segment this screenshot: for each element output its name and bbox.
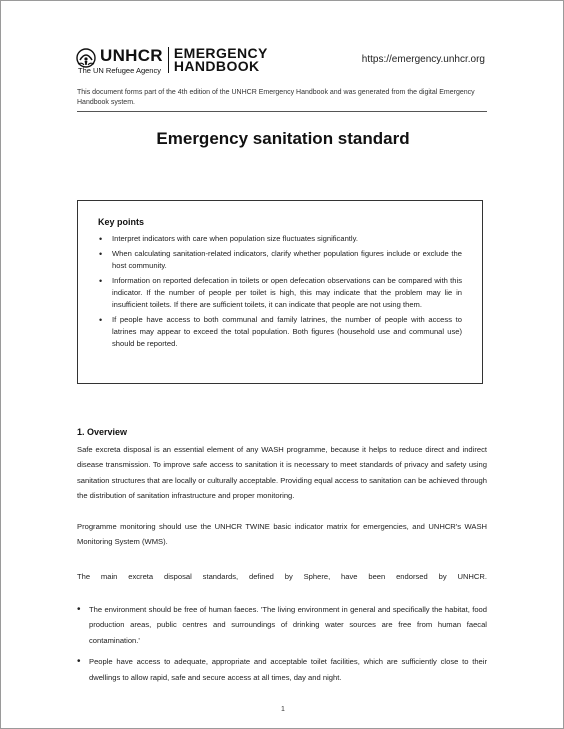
unhcr-logo xyxy=(75,47,268,77)
brand-subtitle: The UN Refugee Agency xyxy=(78,66,161,75)
standards-list xyxy=(77,602,487,691)
brand-name: UNHCR xyxy=(100,46,163,65)
key-point-item: • When calculating sanitation-related indicators, clarify whether population figures include or exclude the host community. xyxy=(98,248,462,272)
key-point-item: • Interpret indicators with care when population size fluctuates significantly. xyxy=(98,233,462,245)
handbook-line-2: HANDBOOK xyxy=(173,58,260,74)
document-notice: This document forms part of the 4th edition of the UNHCR Emergency Handbook and was generated from the digital Emergency Handbook system. xyxy=(77,89,475,106)
standard-item: • People have access to adequate, appropriate and acceptable toilet facilities, which are sufficiently close to their dwellings to allow rapid, safe and secure access at all times, day and night. xyxy=(77,654,487,685)
handbook-line-1: EMERGENCY xyxy=(173,45,268,61)
key-point-item: • If people have access to both communal and family latrines, the number of people with access to latrines may appear to exceed the total population. Both figures (household use and communal use) should be reported. xyxy=(98,314,462,350)
header-divider xyxy=(77,111,487,112)
overview-paragraph: Programme monitoring should use the UNHCR TWINE basic indicator matrix for emergencies, and UNHCR's WASH Monitoring System (WMS). xyxy=(77,522,487,547)
standard-item: • The environment should be free of human faeces. 'The living environment in general and specifically the habitat, food production areas, public centres and surroundings of drinking water sources are free from human faecal contamination.' xyxy=(77,602,487,648)
key-points-box xyxy=(77,200,483,384)
logo-divider xyxy=(168,47,169,73)
page-title: Emergency sanitation standard xyxy=(156,129,410,148)
key-point-item: • Information on reported defecation in toilets or open defecation observations can be compared with this indicator. If the number of people per toilet is high, this may indicate that the problem may lie in insufficient toilets. If there are sufficient toilets, it can indicate that people are not using them. xyxy=(98,275,462,311)
overview-paragraph: The main excreta disposal standards, defined by Sphere, have been endorsed by UNHCR. xyxy=(77,572,487,581)
site-url[interactable]: https://emergency.unhcr.org xyxy=(361,54,485,65)
key-points-heading: Key points xyxy=(98,217,145,227)
page-number: 1 xyxy=(281,706,285,713)
overview-heading: 1. Overview xyxy=(77,427,128,437)
overview-paragraph: Safe excreta disposal is an essential element of any WASH programme, because it helps to reduce direct and indirect disease transmission. To improve safe access to sanitation it is necessary to meet standards of privacy and safety using sanitation structures that are locally or culturally acceptable. Providing equal access to sanitation can be achieved through the distribution of sanitation infrastructure and proper monitoring. xyxy=(77,445,487,501)
key-points-list xyxy=(98,233,462,350)
